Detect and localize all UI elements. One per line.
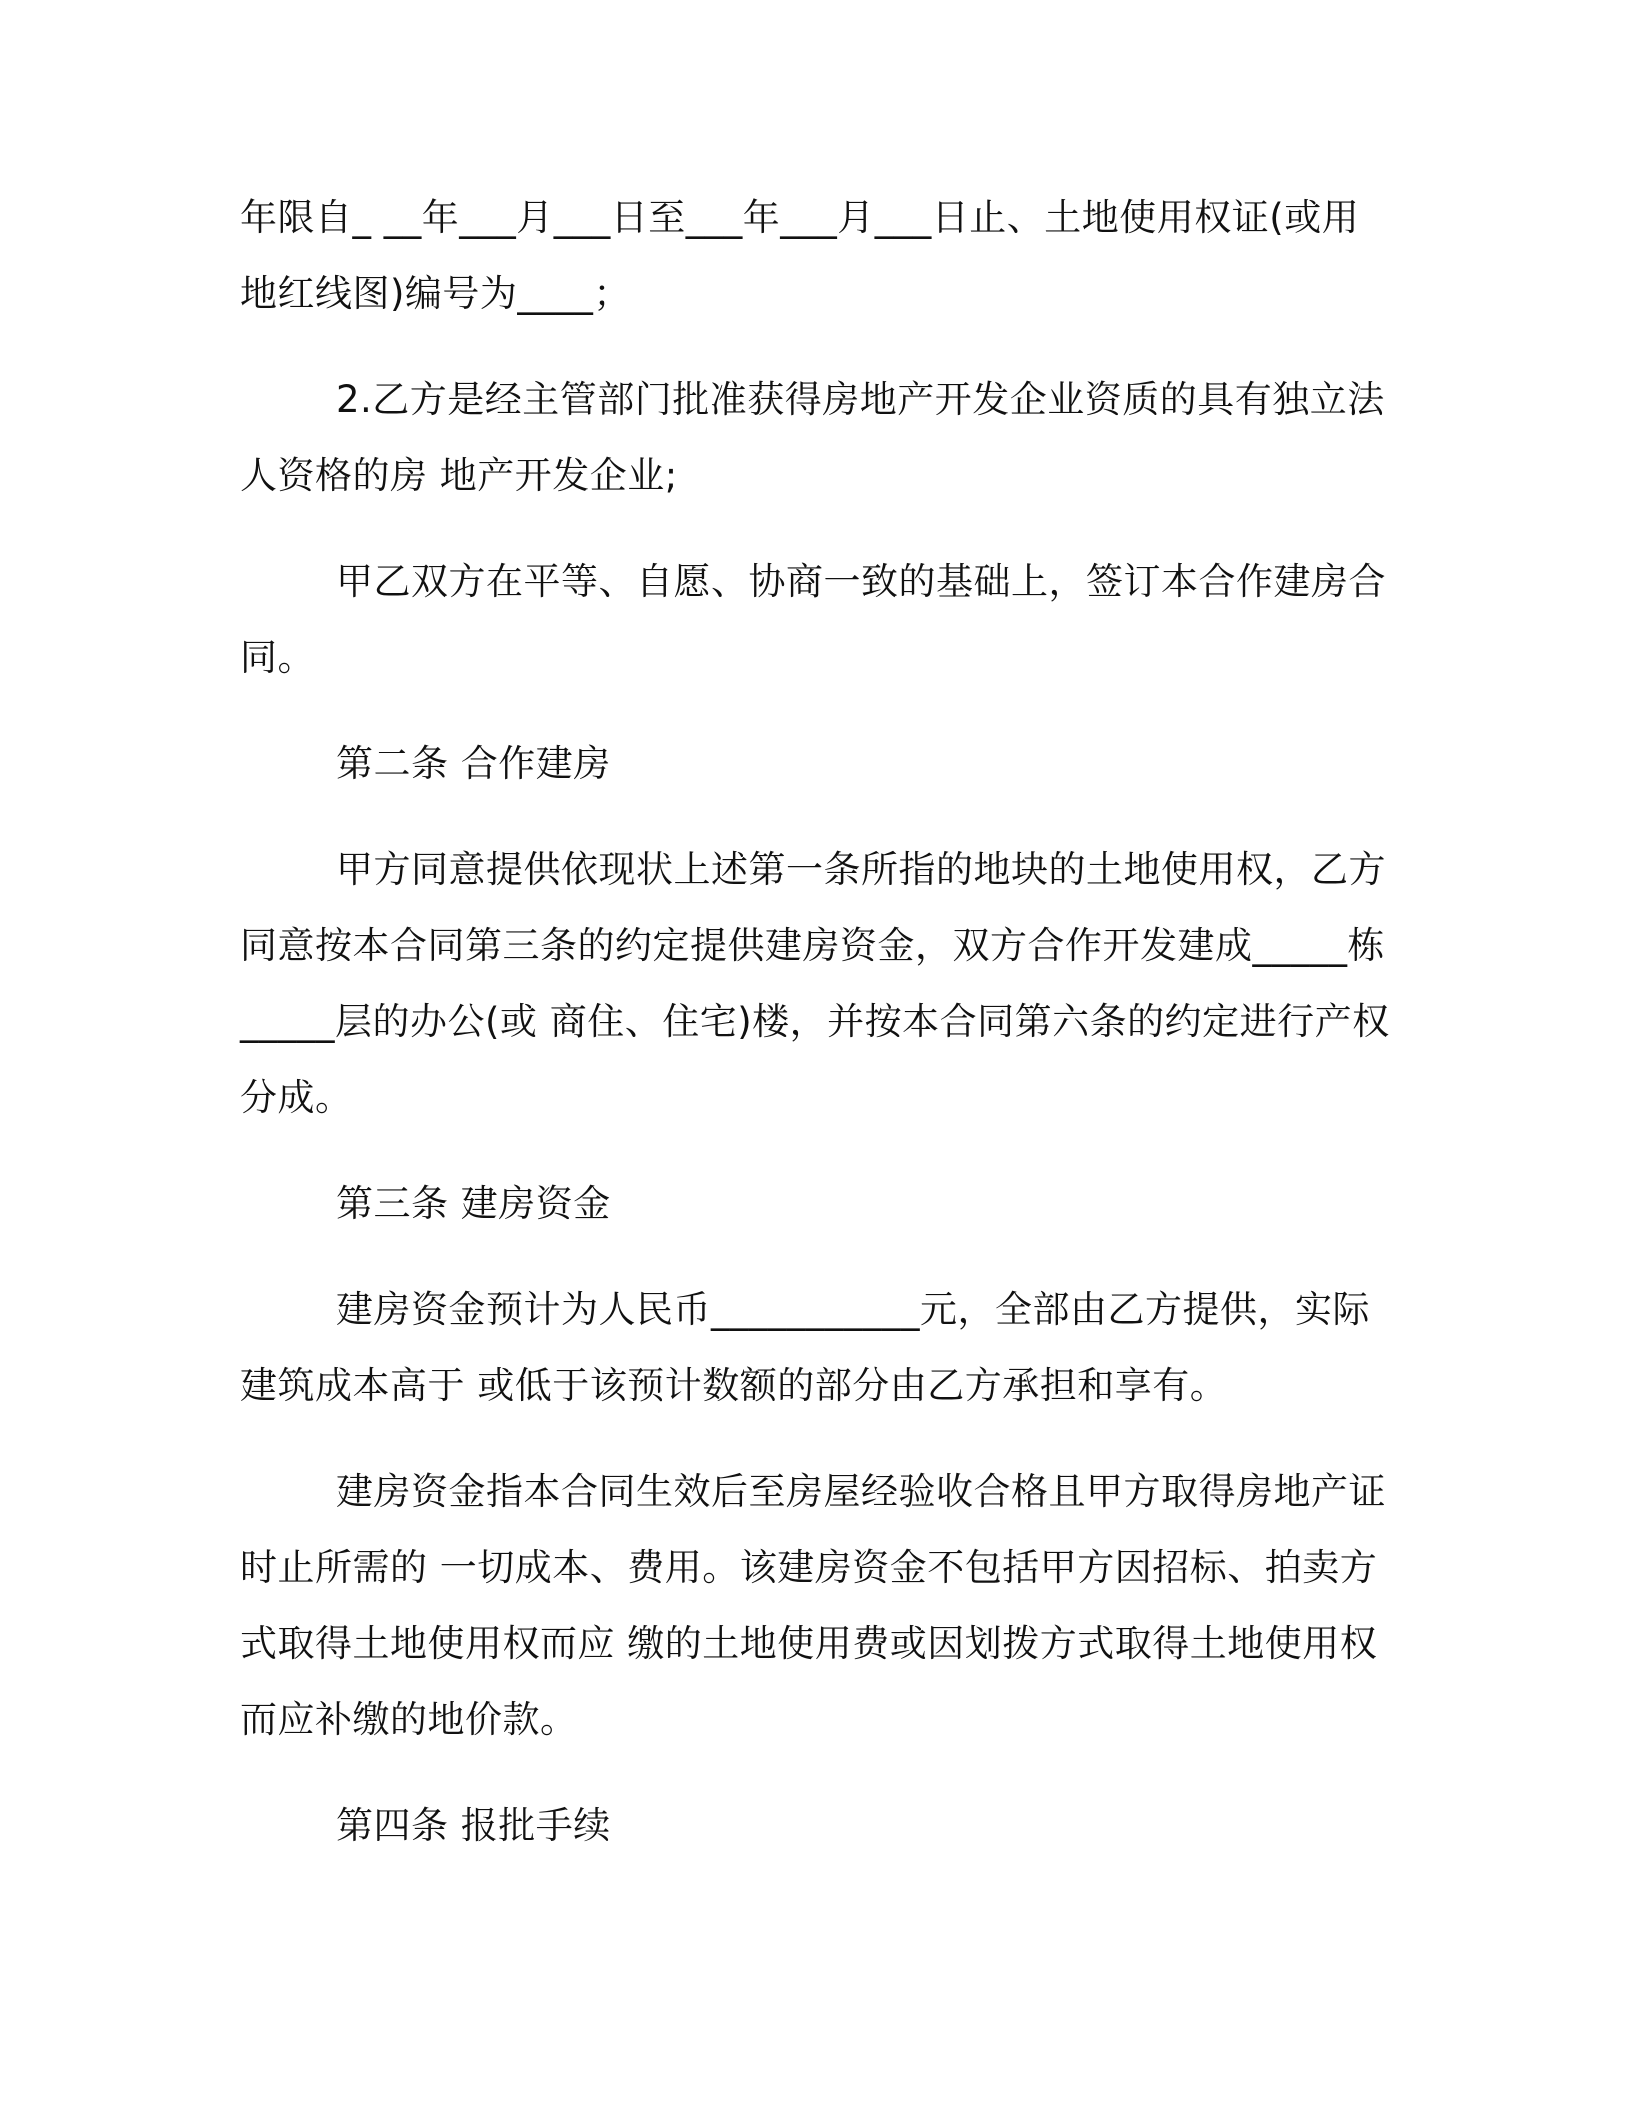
text-line: 年限自_ __年___月___日至___年___月___日止、土地使用权证(或用 [240, 196, 1360, 239]
section-heading: 第四条 报批手续 [336, 1804, 611, 1847]
paragraph-building-funds-estimate [240, 1272, 1390, 1424]
text-line: 建房资金指本合同生效后至房屋经验收合格且甲方取得房地产证 [336, 1470, 1386, 1513]
paragraph-agreement-basis [240, 544, 1390, 696]
text-line: 建房资金预计为人民币___________元，全部由乙方提供，实际 [336, 1288, 1370, 1331]
text-line: _____层的办公(或 商住、住宅)楼，并按本合同第六条的约定进行产权 [240, 1000, 1390, 1043]
text-line: 同意按本合同第三条的约定提供建房资金，双方合作开发建成_____栋 [240, 924, 1385, 967]
paragraph-building-funds-definition [240, 1454, 1390, 1758]
article-2-heading [240, 726, 1390, 802]
text-line: 时止所需的 一切成本、费用。该建房资金不包括甲方因招标、拍卖方 [240, 1546, 1378, 1589]
text-line: 而应补缴的地价款。 [240, 1698, 578, 1741]
paragraph-land-term [240, 180, 1390, 332]
text-line: 分成。 [240, 1076, 353, 1119]
text-line: 2.乙方是经主管部门批准获得房地产开发企业资质的具有独立法 [336, 378, 1385, 421]
paragraph-party-b-qualification [240, 362, 1390, 514]
section-heading: 第二条 合作建房 [336, 742, 611, 785]
text-line: 人资格的房 地产开发企业; [240, 454, 678, 497]
article-4-heading [240, 1788, 1390, 1864]
text-line: 同。 [240, 636, 315, 679]
text-line: 地红线图)编号为____； [240, 272, 631, 315]
text-line: 甲方同意提供依现状上述第一条所指的地块的土地使用权，乙方 [336, 848, 1386, 891]
section-heading: 第三条 建房资金 [336, 1182, 611, 1225]
text-line: 甲乙双方在平等、自愿、协商一致的基础上，签订本合作建房合 [336, 560, 1386, 603]
text-line: 式取得土地使用权而应 缴的土地使用费或因划拨方式取得土地使用权 [240, 1622, 1378, 1665]
document-body [240, 180, 1390, 1894]
text-line: 建筑成本高于 或低于该预计数额的部分由乙方承担和享有。 [240, 1364, 1228, 1407]
paragraph-cooperative-building [240, 832, 1390, 1136]
article-3-heading [240, 1166, 1390, 1242]
